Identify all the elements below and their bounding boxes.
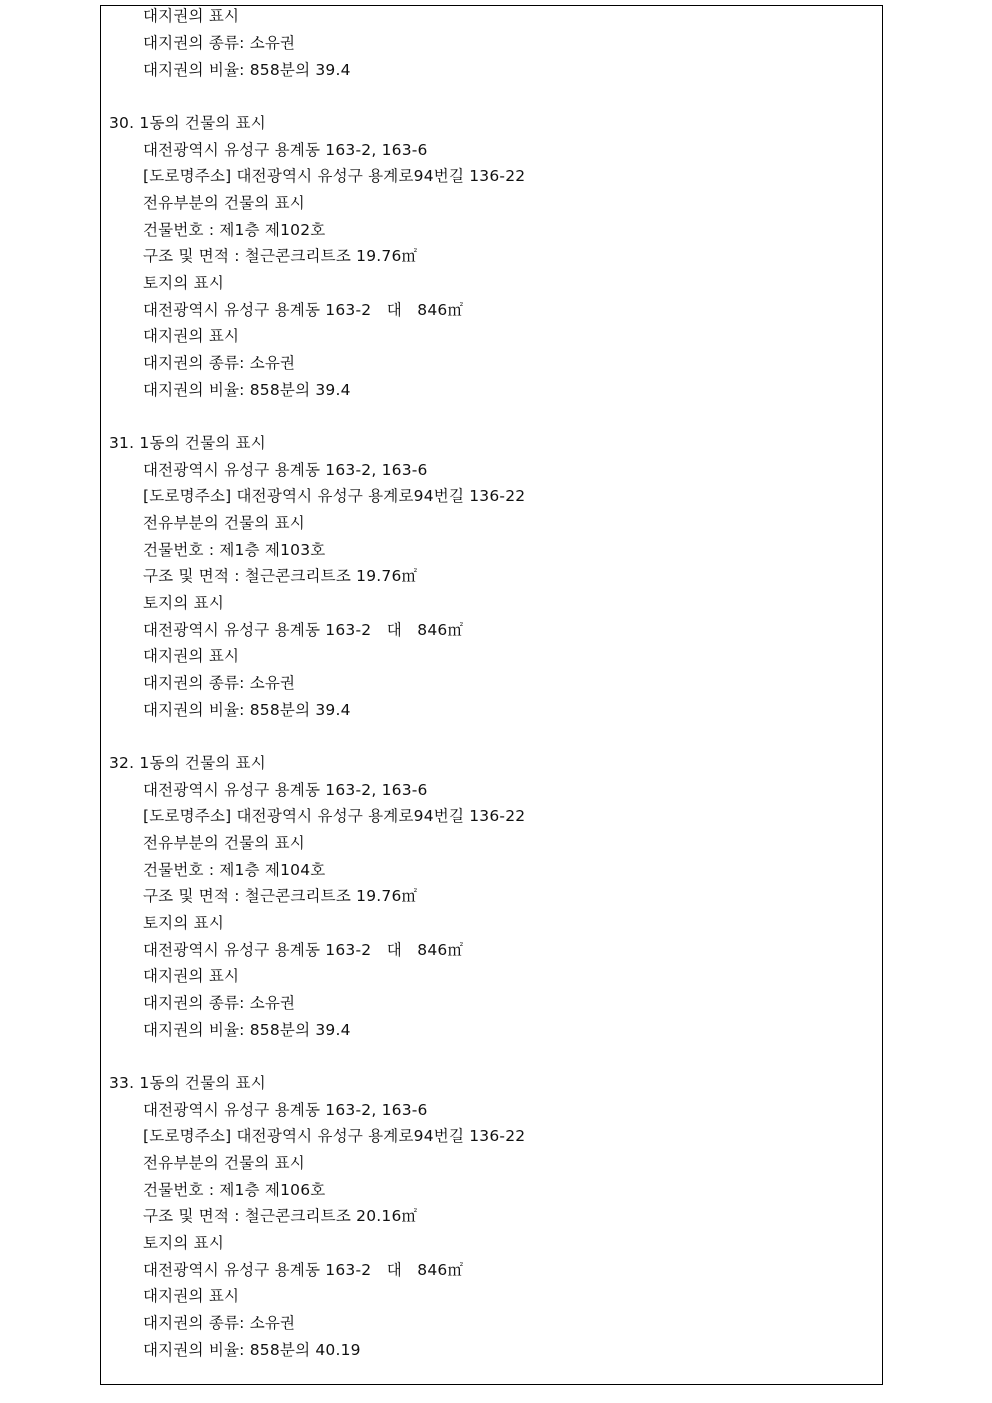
- road-address: [도로명주소] 대전광역시 유성구 용계로94번길 136-22: [143, 807, 526, 825]
- structure-area: 구조 및 면적 : 철근콘크리트조 19.76㎡: [143, 567, 418, 585]
- land-description: 대전광역시 유성구 용계동 163-2 대 846㎡: [143, 941, 464, 959]
- land-right-type: 대지권의 종류: 소유권: [143, 674, 296, 692]
- road-address: [도로명주소] 대전광역시 유성구 용계로94번길 136-22: [143, 1127, 526, 1145]
- land-description: 대전광역시 유성구 용계동 163-2 대 846㎡: [143, 301, 464, 319]
- land-right-type: 대지권의 종류: 소유권: [143, 994, 296, 1012]
- land-title: 토지의 표시: [143, 1234, 224, 1252]
- land-right-type: 대지권의 종류: 소유권: [143, 34, 296, 52]
- building-address: 대전광역시 유성구 용계동 163-2, 163-6: [143, 1101, 428, 1119]
- land-right-title: 대지권의 표시: [143, 7, 240, 25]
- building-number: 건물번호 : 제1층 제106호: [143, 1181, 326, 1199]
- entry-heading: 33. 1동의 건물의 표시: [109, 1074, 266, 1092]
- structure-area: 구조 및 면적 : 철근콘크리트조 19.76㎡: [143, 247, 418, 265]
- land-right-title: 대지권의 표시: [143, 1287, 240, 1305]
- building-address: 대전광역시 유성구 용계동 163-2, 163-6: [143, 141, 428, 159]
- structure-area: 구조 및 면적 : 철근콘크리트조 20.16㎡: [143, 1207, 418, 1225]
- entry-heading: 31. 1동의 건물의 표시: [109, 434, 266, 452]
- unit-title: 전유부분의 건물의 표시: [143, 834, 305, 852]
- land-right-title: 대지권의 표시: [143, 647, 240, 665]
- land-right-title: 대지권의 표시: [143, 327, 240, 345]
- unit-title: 전유부분의 건물의 표시: [143, 514, 305, 532]
- land-description: 대전광역시 유성구 용계동 163-2 대 846㎡: [143, 621, 464, 639]
- unit-title: 전유부분의 건물의 표시: [143, 194, 305, 212]
- land-title: 토지의 표시: [143, 914, 224, 932]
- building-address: 대전광역시 유성구 용계동 163-2, 163-6: [143, 461, 428, 479]
- land-right-ratio: 대지권의 비율: 858분의 39.4: [143, 701, 351, 719]
- building-number: 건물번호 : 제1층 제102호: [143, 221, 326, 239]
- land-right-type: 대지권의 종류: 소유권: [143, 1314, 296, 1332]
- land-right-type: 대지권의 종류: 소유권: [143, 354, 296, 372]
- land-title: 토지의 표시: [143, 594, 224, 612]
- land-right-ratio: 대지권의 비율: 858분의 39.4: [143, 61, 351, 79]
- entry-heading: 32. 1동의 건물의 표시: [109, 754, 266, 772]
- land-right-title: 대지권의 표시: [143, 967, 240, 985]
- road-address: [도로명주소] 대전광역시 유성구 용계로94번길 136-22: [143, 167, 526, 185]
- structure-area: 구조 및 면적 : 철근콘크리트조 19.76㎡: [143, 887, 418, 905]
- building-number: 건물번호 : 제1층 제104호: [143, 861, 326, 879]
- road-address: [도로명주소] 대전광역시 유성구 용계로94번길 136-22: [143, 487, 526, 505]
- building-number: 건물번호 : 제1층 제103호: [143, 541, 326, 559]
- land-right-ratio: 대지권의 비율: 858분의 39.4: [143, 381, 351, 399]
- land-right-ratio: 대지권의 비율: 858분의 39.4: [143, 1021, 351, 1039]
- document-frame: [100, 5, 883, 1385]
- land-title: 토지의 표시: [143, 274, 224, 292]
- building-address: 대전광역시 유성구 용계동 163-2, 163-6: [143, 781, 428, 799]
- unit-title: 전유부분의 건물의 표시: [143, 1154, 305, 1172]
- land-description: 대전광역시 유성구 용계동 163-2 대 846㎡: [143, 1261, 464, 1279]
- land-right-ratio: 대지권의 비율: 858분의 40.19: [143, 1341, 361, 1359]
- entry-heading: 30. 1동의 건물의 표시: [109, 114, 266, 132]
